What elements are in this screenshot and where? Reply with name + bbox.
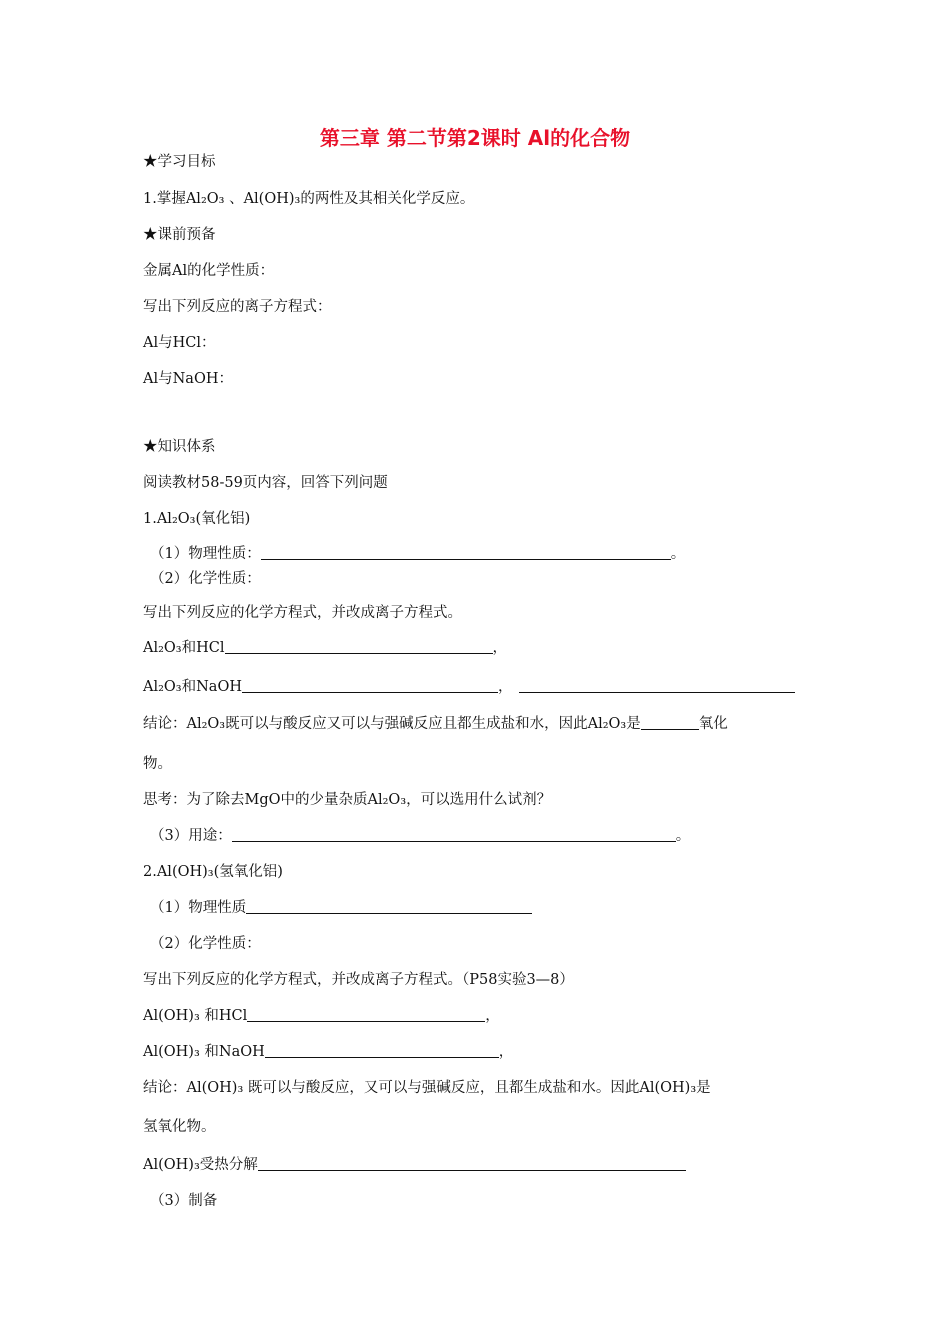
conclusion-al2o3 xyxy=(143,714,728,734)
answer-blank[interactable] xyxy=(641,715,699,730)
reaction-al-hcl: Al与HCl： xyxy=(143,335,216,351)
answer-blank[interactable] xyxy=(258,1156,686,1171)
section-heading-objectives: ★学习目标 xyxy=(143,154,216,170)
aloh3-naoh-label: Al(OH)₃ 和NaOH xyxy=(143,1044,265,1060)
line-end: ， xyxy=(498,679,513,695)
thinking-question: 思考：为了除去MgO中的少量杂质Al₂O₃，可以选用什么试剂？ xyxy=(143,792,552,808)
preview-instruction: 写出下列反应的离子方程式： xyxy=(143,299,332,315)
section-heading-preview: ★课前预备 xyxy=(143,227,216,243)
line-end: 。 xyxy=(675,828,691,844)
conclusion-text: 结论：Al₂O₃既可以与酸反应又可以与强碱反应且都生成盐和水，因此Al₂O₃是 xyxy=(143,716,641,732)
equation-instruction: 写出下列反应的化学方程式，并改成离子方程式。 xyxy=(143,605,462,621)
objective-text: 1.掌握Al₂O₃ 、Al(OH)₃的两性及其相关化学反应。 xyxy=(143,191,475,207)
answer-blank[interactable] xyxy=(232,827,676,842)
answer-blank[interactable] xyxy=(247,1007,485,1022)
aloh3-chemical-property-label: （2）化学性质： xyxy=(150,936,261,952)
aloh3-hcl-line xyxy=(143,1006,500,1026)
answer-blank[interactable] xyxy=(261,545,671,560)
al2o3-hcl-line xyxy=(143,638,507,658)
reaction-al-naoh: Al与NaOH： xyxy=(143,371,233,387)
physical-property-line xyxy=(150,544,685,564)
al2o3-naoh-line xyxy=(143,677,795,697)
reading-instruction: 阅读教材58-59页内容，回答下列问题 xyxy=(143,475,388,491)
subheading-al2o3: 1.Al₂O₃(氧化铝) xyxy=(143,511,251,527)
answer-blank[interactable] xyxy=(242,678,498,693)
conclusion-aloh3: 结论：Al(OH)₃ 既可以与酸反应，又可以与强碱反应，且都生成盐和水。因此Al(OH)₃是 xyxy=(143,1080,711,1096)
chemical-property-label: （2）化学性质： xyxy=(150,571,261,587)
al2o3-hcl-label: Al₂O₃和HCl xyxy=(143,640,225,656)
physical-property-label: （1）物理性质： xyxy=(150,546,261,562)
answer-blank[interactable] xyxy=(246,899,532,914)
usage-label: （3）用途： xyxy=(150,828,232,844)
section-heading-knowledge: ★知识体系 xyxy=(143,439,216,455)
conclusion-aloh3-continuation: 氢氧化物。 xyxy=(143,1119,216,1135)
aloh3-equation-instruction: 写出下列反应的化学方程式，并改成离子方程式。（P58实验3—8） xyxy=(143,972,574,988)
answer-blank[interactable] xyxy=(265,1043,499,1058)
usage-line xyxy=(150,826,690,846)
conclusion-suffix: 氧化 xyxy=(698,716,728,732)
preparation-label: （3）制备 xyxy=(150,1193,218,1209)
aloh3-physical-property-line xyxy=(150,898,532,918)
conclusion-continuation: 物。 xyxy=(143,756,172,772)
physical-property-label: （1）物理性质 xyxy=(150,900,247,916)
page-title: 第三章 第二节第2课时 Al的化合物 xyxy=(319,126,631,150)
answer-blank[interactable] xyxy=(225,639,493,654)
aloh3-naoh-line xyxy=(143,1042,513,1062)
line-end: 。 xyxy=(670,546,686,562)
line-end: ， xyxy=(492,640,507,656)
preview-text: 金属Al的化学性质： xyxy=(143,263,275,279)
aloh3-decomposition-line xyxy=(143,1155,686,1175)
aloh3-hcl-label: Al(OH)₃ 和HCl xyxy=(143,1008,248,1024)
decomposition-label: Al(OH)₃受热分解 xyxy=(143,1157,258,1173)
line-end: ， xyxy=(485,1008,500,1024)
subheading-aloh3: 2.Al(OH)₃(氢氧化铝) xyxy=(143,864,283,880)
al2o3-naoh-label: Al₂O₃和NaOH xyxy=(143,679,242,695)
line-end: ， xyxy=(498,1044,514,1060)
answer-blank[interactable] xyxy=(519,678,795,693)
